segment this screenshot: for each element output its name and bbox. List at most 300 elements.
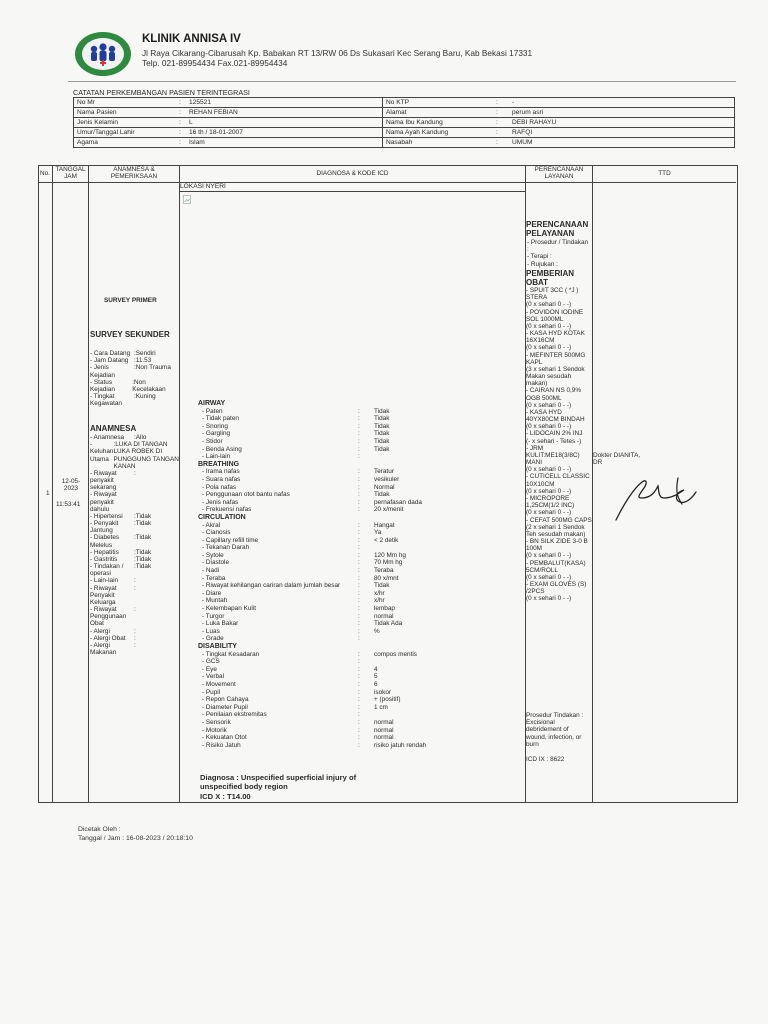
exam-value — [374, 658, 523, 666]
exam-row — [198, 423, 523, 431]
item-label: - Riwayat Penggunaan Obat — [90, 606, 127, 628]
exam-separator: : — [358, 688, 360, 696]
exam-separator: : — [358, 627, 360, 635]
exam-value: normal — [374, 726, 394, 734]
item-value: : — [134, 584, 136, 592]
medication-line: (0 x sehari 0 - -) — [526, 466, 572, 474]
item-value: : — [134, 627, 136, 635]
anamnesa-item — [90, 470, 179, 492]
exam-row — [198, 704, 523, 712]
exam-value: Normal — [374, 483, 395, 491]
patient-field-text: 125521 — [189, 98, 212, 106]
exam-row — [198, 499, 523, 507]
medication-line: - MEFINTER 500MG KAPL — [526, 351, 586, 366]
exam-row — [198, 590, 523, 598]
anamnesa-item — [90, 379, 179, 393]
exam-separator: : — [358, 529, 360, 537]
exam-label: - Cianosis — [202, 529, 231, 537]
entry-number: 1 — [46, 490, 50, 497]
item-label: - Alergi Makanan — [90, 641, 117, 657]
diagnosis-text: Diagnosa : Unspecified superficial injury of unspecified body region — [200, 773, 357, 791]
col-divider — [179, 165, 180, 802]
exam-separator: : — [358, 453, 360, 461]
patient-field-value: : perum asri — [493, 108, 735, 118]
exam-label: - Benda Asing — [202, 445, 242, 453]
patient-field-value: : UMUM — [493, 138, 735, 148]
exam-row — [198, 415, 523, 423]
entry-time: 11:53:41 — [56, 501, 81, 508]
item-label: - Status Kejadian — [90, 378, 115, 393]
exam-label: - Kekuatan Otot — [202, 734, 247, 742]
exam-label: - Irama nafas — [202, 468, 240, 476]
patient-field-label: Nama Ayah Kandung — [383, 128, 494, 138]
exam-separator: : — [358, 551, 360, 559]
exam-label: - Sytole — [202, 551, 224, 559]
exam-row — [198, 711, 523, 719]
exam-row — [198, 484, 523, 492]
patient-field-value: : Islam — [176, 138, 383, 148]
header-anamnesa: ANAMNESA & PEMERIKSAAN — [110, 166, 158, 181]
exam-separator: : — [358, 612, 360, 620]
exam-row — [198, 742, 523, 750]
item-label: - Jenis Kejadian — [90, 364, 115, 379]
medication-line: (0 x sehari 0 - -) — [526, 401, 572, 409]
exam-separator: : — [358, 559, 360, 567]
exam-row — [198, 575, 523, 583]
col-divider — [88, 165, 89, 802]
broken-image-icon — [183, 195, 193, 205]
doctor-signature — [612, 468, 702, 528]
exam-label: - GCS — [202, 658, 220, 666]
medication-line: (0 x sehari 0 - -) — [526, 552, 572, 560]
exam-label: - Diameter Pupil — [202, 703, 248, 711]
record-title: CATATAN PERKEMBANGAN PASIEN TERINTEGRASI — [73, 88, 250, 97]
patient-field-value: : DEBI RAHAYU — [493, 118, 735, 128]
item-value: :Tidak — [134, 548, 152, 556]
item-value: : — [134, 634, 136, 642]
item-label: - Cara Datang — [90, 350, 131, 357]
clinic-phone: Telp. 021-89954434 Fax.021-89954434 — [142, 58, 288, 68]
header-no: No. — [40, 170, 50, 177]
medication-line: (0 x sehari 0 - -) — [526, 487, 572, 495]
patient-field-text: DEBI RAHAYU — [512, 118, 557, 126]
exam-value: Tidak — [374, 422, 390, 430]
medication-line: (0 x sehari 0 - -) — [526, 423, 572, 431]
anamnesa-item — [90, 513, 179, 520]
exam-section-title: CIRCULATION — [198, 513, 246, 521]
item-value: :Non Trauma — [134, 364, 171, 372]
exam-value: 80 x/mnt — [374, 574, 399, 582]
patient-field-label: No KTP — [383, 98, 494, 108]
survey-sekunder-title: SURVEY SEKUNDER — [90, 330, 170, 339]
anamnesa-item — [90, 491, 179, 513]
exam-value: Tidak — [374, 582, 390, 590]
exam-label: - Tidak paten — [202, 415, 239, 423]
exam-row — [198, 666, 523, 674]
exam-label: - Tekanan Darah — [202, 544, 250, 552]
exam-separator: : — [358, 703, 360, 711]
medication-line: - SPUIT 3CC ( *J ) STERA — [526, 287, 579, 302]
exam-separator: : — [358, 536, 360, 544]
item-value: :Tidak — [134, 512, 152, 520]
exam-label: - Jenis nafas — [202, 498, 239, 506]
exam-label: - Diastole — [202, 559, 229, 567]
exam-value: 1 cm — [374, 703, 388, 711]
exam-label: - Penilaian ekstremitas — [202, 711, 267, 719]
exam-row — [198, 605, 523, 613]
exam-row — [198, 537, 523, 545]
item-label: - Riwayat Penyakit Keluarga — [90, 584, 117, 606]
exam-row — [198, 559, 523, 567]
printed-at: Tanggal / Jam : 16-08-2023 / 20:18:10 — [78, 834, 193, 842]
item-value: : — [134, 469, 136, 477]
patient-field-text: perum asri — [512, 108, 544, 116]
exam-value: 20 x/menit — [374, 506, 404, 514]
exam-value: Tidak — [374, 415, 390, 423]
patient-info-row — [74, 128, 735, 138]
exam-value: Tidak — [374, 445, 390, 453]
anamnesa-item — [90, 434, 179, 441]
item-label: - Tingkat Kegawatan — [90, 393, 122, 408]
anamnesa-item — [90, 350, 179, 357]
exam-separator: : — [358, 574, 360, 582]
exam-value: 4 — [374, 665, 378, 673]
anamnesa-item — [90, 606, 179, 628]
exam-row — [198, 635, 523, 643]
anamnesa-item — [90, 635, 179, 642]
medication-line: - POVIDON IODINE SOL 1000ML — [526, 308, 584, 323]
exam-separator: : — [358, 415, 360, 423]
exam-value: + (positif) — [374, 696, 401, 704]
exam-separator: : — [358, 741, 360, 749]
exam-separator: : — [358, 620, 360, 628]
exam-row — [198, 597, 523, 605]
exam-separator: : — [358, 506, 360, 514]
exam-separator: : — [358, 597, 360, 605]
exam-label: - Paten — [202, 407, 223, 415]
patient-field-value: : REHAN FEBIAN — [176, 108, 383, 118]
exam-label: - Luka Bakar — [202, 620, 239, 628]
item-value: :Tidak — [134, 534, 152, 542]
item-label: - Tindakan / operasi — [90, 563, 124, 578]
exam-row — [198, 529, 523, 537]
exam-row — [198, 673, 523, 681]
patient-field-label: Agama — [74, 138, 177, 148]
medication-title: PEMBERIAN OBAT — [526, 269, 575, 287]
exam-separator: : — [358, 673, 360, 681]
anamnesa-item — [90, 364, 179, 378]
print-info — [78, 826, 193, 844]
exam-section-title: DISABILITY — [198, 643, 237, 650]
exam-label: - Repon Cahaya — [202, 696, 249, 704]
survey-sekunder-list — [90, 350, 179, 407]
exam-value — [374, 635, 523, 643]
anamnesa-item — [90, 534, 179, 548]
exam-value: % — [374, 627, 380, 635]
exam-value — [374, 453, 523, 461]
exam-row — [198, 681, 523, 689]
exam-value: Tidak — [374, 430, 390, 438]
exam-label: - Pola nafas — [202, 483, 237, 491]
exam-separator: : — [358, 544, 360, 552]
item-label: - Penyakit Jantung — [90, 520, 119, 535]
exam-separator: : — [358, 635, 360, 643]
item-label: - Keluhan Utama — [90, 441, 114, 463]
exam-value: Ya — [374, 529, 382, 537]
exam-value: vesikuler — [374, 475, 400, 483]
exam-value: lembap — [374, 605, 395, 613]
medication-line: (0 x sehari 0 - -) — [526, 344, 572, 352]
exam-value: < 2 detik — [374, 536, 399, 544]
lokasi-nyeri-cell — [180, 182, 525, 192]
medication-line: (0 x sehari 0 - -) — [526, 301, 572, 309]
patient-field-label: No Mr — [74, 98, 177, 108]
medication-line: - KASA HYD KOTAK 16X16CM — [526, 330, 585, 345]
item-value: :LUKA DI TANGAN LUKA ROBEK DI PUNGGUNG TANGAN KANAN — [113, 441, 179, 470]
exam-separator: : — [358, 491, 360, 499]
exam-value: Hangat — [374, 521, 395, 529]
item-value: : — [134, 641, 136, 649]
medication-list — [526, 287, 592, 603]
exam-label: - Pupil — [202, 688, 221, 696]
plan-line: - Rujukan : — [527, 260, 558, 268]
medication-line: (2 x sehari 1 Sendok Teh sesudah makan) — [526, 523, 586, 538]
header-ttd: TTD — [658, 170, 671, 177]
exam-separator: : — [358, 589, 360, 597]
exam-row — [198, 552, 523, 560]
exam-value: compos mentis — [374, 650, 417, 658]
item-label: - Riwayat penyakit sekarang — [90, 469, 117, 492]
patient-field-text: RAFQI — [512, 128, 533, 136]
exam-value: isokor — [374, 688, 392, 696]
exam-separator: : — [358, 665, 360, 673]
exam-label: - Motorik — [202, 726, 227, 734]
patient-field-label: Jenis Kelamin — [74, 118, 177, 128]
anamnesa-item — [90, 577, 179, 584]
item-label: - Alergi — [90, 627, 110, 635]
printed-by: Dicetak Oleh : — [78, 826, 121, 833]
exam-row — [198, 658, 523, 666]
medication-line: (0 x sehari 0 - -) — [526, 595, 572, 603]
exam-label: - Suara nafas — [202, 475, 241, 483]
exam-value: x/hr — [374, 597, 385, 605]
item-value: : — [134, 606, 136, 614]
exam-label: - Frekuensi nafas — [202, 506, 252, 514]
clinic-logo — [74, 31, 132, 77]
patient-field-text: UMUM — [512, 138, 533, 146]
exam-value: Tidak — [374, 437, 390, 445]
exam-separator: : — [358, 567, 360, 575]
exam-section-title: BREATHING — [198, 460, 240, 468]
patient-field-text: REHAN FEBIAN — [189, 108, 238, 116]
exam-value: normal — [374, 734, 394, 742]
exam-separator: : — [358, 726, 360, 734]
exam-separator: : — [358, 650, 360, 658]
item-label: - Gastritis — [90, 555, 118, 563]
medication-line: - EXAM GLOVES (S) /2PCS — [526, 581, 587, 596]
item-value: :Non Kecelakaan — [132, 378, 166, 393]
exam-row — [198, 620, 523, 628]
medication-line: (0 x sehari 0 - -) — [526, 322, 572, 330]
medication-line: - PEMBALUT(KASA) 5CM/ROLL — [526, 559, 586, 574]
exam-value: Tidak — [374, 491, 390, 499]
exam-label: - Risiko Jatuh — [202, 741, 241, 749]
exam-row — [198, 408, 523, 416]
exam-label: - Gargling — [202, 430, 231, 438]
item-label: - Diabetes Melelus — [90, 534, 120, 549]
exam-value: 120 Mm hg — [374, 551, 406, 559]
patient-field-value: : 125521 — [176, 98, 383, 108]
clinic-name: KLINIK ANNISA IV — [142, 33, 241, 45]
medication-line: - CEFAT 500MG CAPS — [526, 516, 592, 524]
exam-separator: : — [358, 696, 360, 704]
icd-x-code: ICD X : T14.00 — [200, 792, 251, 801]
item-label: - Lain-lain — [90, 577, 119, 585]
exam-separator: : — [358, 407, 360, 415]
exam-row — [198, 727, 523, 735]
exam-row — [198, 453, 523, 461]
patient-field-text: - — [512, 98, 515, 106]
exam-separator: : — [358, 437, 360, 445]
exam-label: - Diare — [202, 589, 222, 597]
medication-line: - CAIRAN NS 0,9% OGB 500ML — [526, 387, 582, 402]
patient-info-row — [74, 118, 735, 128]
item-value: :Tidak — [134, 563, 152, 571]
patient-info-row — [74, 138, 735, 148]
plan-list — [527, 239, 590, 268]
exam-label: - Luas — [202, 627, 220, 635]
header-tanggal: TANGGAL JAM — [55, 166, 86, 181]
exam-label: - Movement — [202, 680, 236, 688]
exam-value: 5 — [374, 673, 378, 681]
item-value: :Kuning — [134, 393, 156, 401]
exam-row — [198, 696, 523, 704]
header-perencanaan: PERENCANAAN LAYANAN — [534, 166, 584, 181]
col-divider — [592, 165, 593, 802]
exam-value: 70 Mm hg — [374, 559, 403, 567]
exam-row — [198, 446, 523, 454]
exam-row — [198, 734, 523, 742]
exam-label: - Sensorik — [202, 718, 231, 726]
anamnesa-item — [90, 585, 179, 607]
medication-line: - CUTICELL CLASSIC 10X10CM — [526, 473, 590, 488]
medication-line: (0 x sehari 0 - -) — [526, 573, 572, 581]
lokasi-nyeri-label: LOKASI NYERI — [180, 183, 226, 190]
exam-value: pernafasan dada — [374, 498, 422, 506]
exam-separator: : — [358, 711, 360, 719]
exam-row — [198, 468, 523, 476]
exam-separator: : — [358, 658, 360, 666]
anamnesa-item — [90, 520, 179, 534]
exam-separator: : — [358, 582, 360, 590]
exam-value — [374, 711, 523, 719]
exam-row — [198, 613, 523, 621]
exam-label: - Muntah — [202, 597, 228, 605]
exam-separator: : — [358, 475, 360, 483]
exam-row — [198, 582, 523, 590]
anamnesa-item — [90, 357, 179, 364]
exam-label: - Penggunaan otot bantu nafas — [202, 491, 290, 499]
patient-field-text: L — [189, 118, 193, 126]
item-value: :Allo — [134, 434, 147, 441]
exam-value: 6 — [374, 680, 378, 688]
anamnesa-item — [90, 563, 179, 577]
item-label: - Anamnesa — [90, 434, 125, 441]
exam-separator: : — [358, 483, 360, 491]
anamnesa-item — [90, 556, 179, 563]
plan-line: - Prosedur / Tindakan : — [527, 239, 589, 254]
item-label: - Hepatitis — [90, 548, 119, 556]
header-divider — [68, 81, 736, 82]
exam-value: Tidak — [374, 407, 390, 415]
exam-separator: : — [358, 445, 360, 453]
patient-field-label: Umur/Tanggal Lahir — [74, 128, 177, 138]
exam-separator: : — [358, 468, 360, 476]
exam-row — [198, 430, 523, 438]
item-label: - Alergi Obat — [90, 634, 126, 642]
medication-line: (3 x sehari 1 Sendok Makan sesudah makan) — [526, 365, 585, 388]
anamnesa-item — [90, 549, 179, 556]
medication-line: - LIDOCAIN 2% INJ — [526, 430, 583, 438]
exam-label: - Grade — [202, 635, 224, 643]
entry-date: 12-05-2023 — [61, 478, 81, 493]
exam-label: - Riwayat kehilangan cariran dalam jumlah besar — [202, 582, 341, 590]
medication-line: - BN SILK ZIDE 3-0 B 100M — [526, 538, 588, 553]
item-value: :Sendiri — [134, 350, 156, 357]
exam-value: Teraba — [374, 567, 394, 575]
patient-field-value: : 16 th / 18-01-2007 — [176, 128, 383, 138]
procedure-icd: ICD IX : 8622 — [526, 756, 565, 763]
exam-section-title: AIRWAY — [198, 400, 226, 407]
patient-info-row — [74, 98, 735, 108]
medication-line: (- x sehari - Tetes -) — [526, 437, 582, 445]
exam-row — [198, 476, 523, 484]
exam-value: Teratur — [374, 468, 394, 476]
patient-field-label: Alamat — [383, 108, 494, 118]
medication-line: - KASA HYD 40YX80CM BINDAH — [526, 408, 585, 424]
clinic-address: Jl Raya Cikarang-Cibarusah Kp. Babakan RT 13/RW 06 Ds Sukasari Kec Serang Baru, Kab Bekasi 17331 — [142, 48, 533, 58]
medication-line: (0 x sehari 0 - -) — [526, 509, 572, 517]
patient-info-table — [73, 97, 735, 148]
exam-value — [374, 544, 523, 552]
exam-value: risiko jatuh rendah — [374, 741, 427, 749]
exam-separator: : — [358, 430, 360, 438]
patient-field-label: Nama Pasien — [74, 108, 177, 118]
anamnesa-list — [90, 434, 179, 656]
patient-field-value: : L — [176, 118, 383, 128]
exam-value: x/hr — [374, 589, 385, 597]
exam-label: - Tingkat Kesadaran — [202, 650, 260, 658]
anamnesa-title: ANAMNESA — [90, 424, 137, 433]
item-value: :Tidak — [134, 555, 152, 563]
exam-row — [198, 522, 523, 530]
exam-row — [198, 567, 523, 575]
exam-findings — [198, 400, 523, 749]
exam-separator: : — [358, 521, 360, 529]
exam-label: - Snoring — [202, 422, 228, 430]
item-label: - Riwayat penyakit dahulu — [90, 491, 117, 513]
exam-row — [198, 651, 523, 659]
exam-label: - Capillary refill time — [202, 536, 259, 544]
exam-separator: : — [358, 680, 360, 688]
item-value: :11.53 — [134, 357, 152, 365]
exam-value: normal — [374, 718, 394, 726]
exam-label: - Lain-lain — [202, 453, 231, 461]
exam-separator: : — [358, 718, 360, 726]
patient-field-text: Islam — [189, 138, 205, 146]
exam-row — [198, 438, 523, 446]
exam-row — [198, 544, 523, 552]
